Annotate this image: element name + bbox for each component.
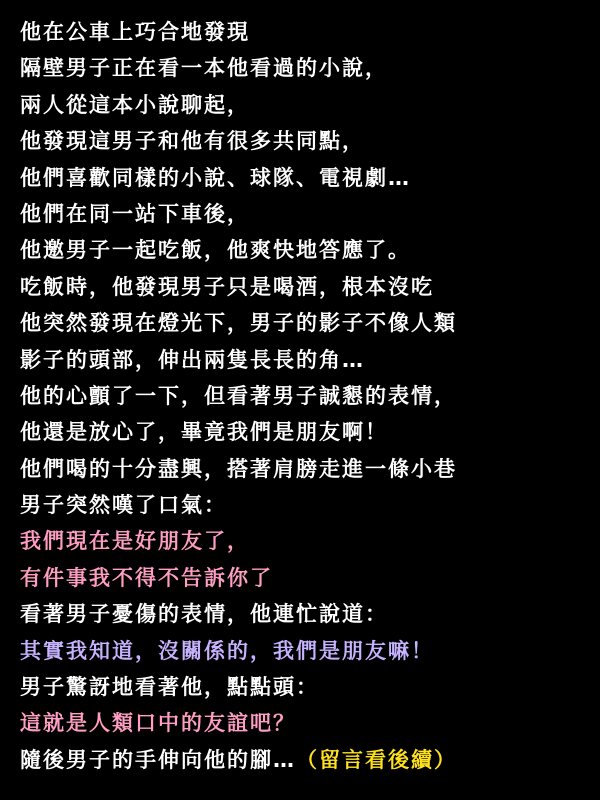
story-line-11: 他的心顫了一下，但看著男子誠懇的表情， xyxy=(20,383,457,408)
story-line-8: 吃飯時，他發現男子只是喝酒，根本沒吃 xyxy=(20,274,434,299)
dialogue-line-1: 我們現在是好朋友了， xyxy=(20,529,250,554)
story-line-16: 男子驚訝地看著他，點點頭： xyxy=(20,675,319,700)
story-last-line-text: 隨後男子的手伸向他的腳… xyxy=(20,747,296,772)
continue-in-comments-note: （留言看後續） xyxy=(296,747,457,772)
story-line-13: 他們喝的十分盡興，搭著肩膀走進一條小巷 xyxy=(20,456,457,481)
story-line-15: 看著男子憂傷的表情，他連忙說道： xyxy=(20,602,388,627)
story-line-6: 他們在同一站下車後， xyxy=(20,201,250,226)
story-line-12: 他還是放心了，畢竟我們是朋友啊！ xyxy=(20,420,388,445)
story-line-10: 影子的頭部，伸出兩隻長長的角… xyxy=(20,347,365,372)
dialogue-line-4: 這就是人類口中的友誼吧？ xyxy=(20,711,296,736)
dialogue-line-2: 有件事我不得不告訴你了 xyxy=(20,565,273,590)
story-last-line xyxy=(20,742,590,778)
story-text xyxy=(20,14,590,778)
story-line-1: 他在公車上巧合地發現 xyxy=(20,20,250,44)
dialogue-line-3: 其實我知道，沒關係的，我們是朋友嘛！ xyxy=(20,638,434,663)
story-line-3: 兩人從這本小說聊起， xyxy=(20,92,250,117)
story-line-2: 隔壁男子正在看一本他看過的小說， xyxy=(20,56,388,81)
story-line-9: 他突然發現在燈光下，男子的影子不像人類 xyxy=(20,311,457,336)
story-line-14: 男子突然嘆了口氣： xyxy=(20,493,227,518)
story-line-7: 他邀男子一起吃飯，他爽快地答應了。 xyxy=(20,238,411,263)
story-line-4: 他發現這男子和他有很多共同點， xyxy=(20,129,365,154)
story-line-5: 他們喜歡同樣的小說、球隊、電視劇… xyxy=(20,165,411,190)
